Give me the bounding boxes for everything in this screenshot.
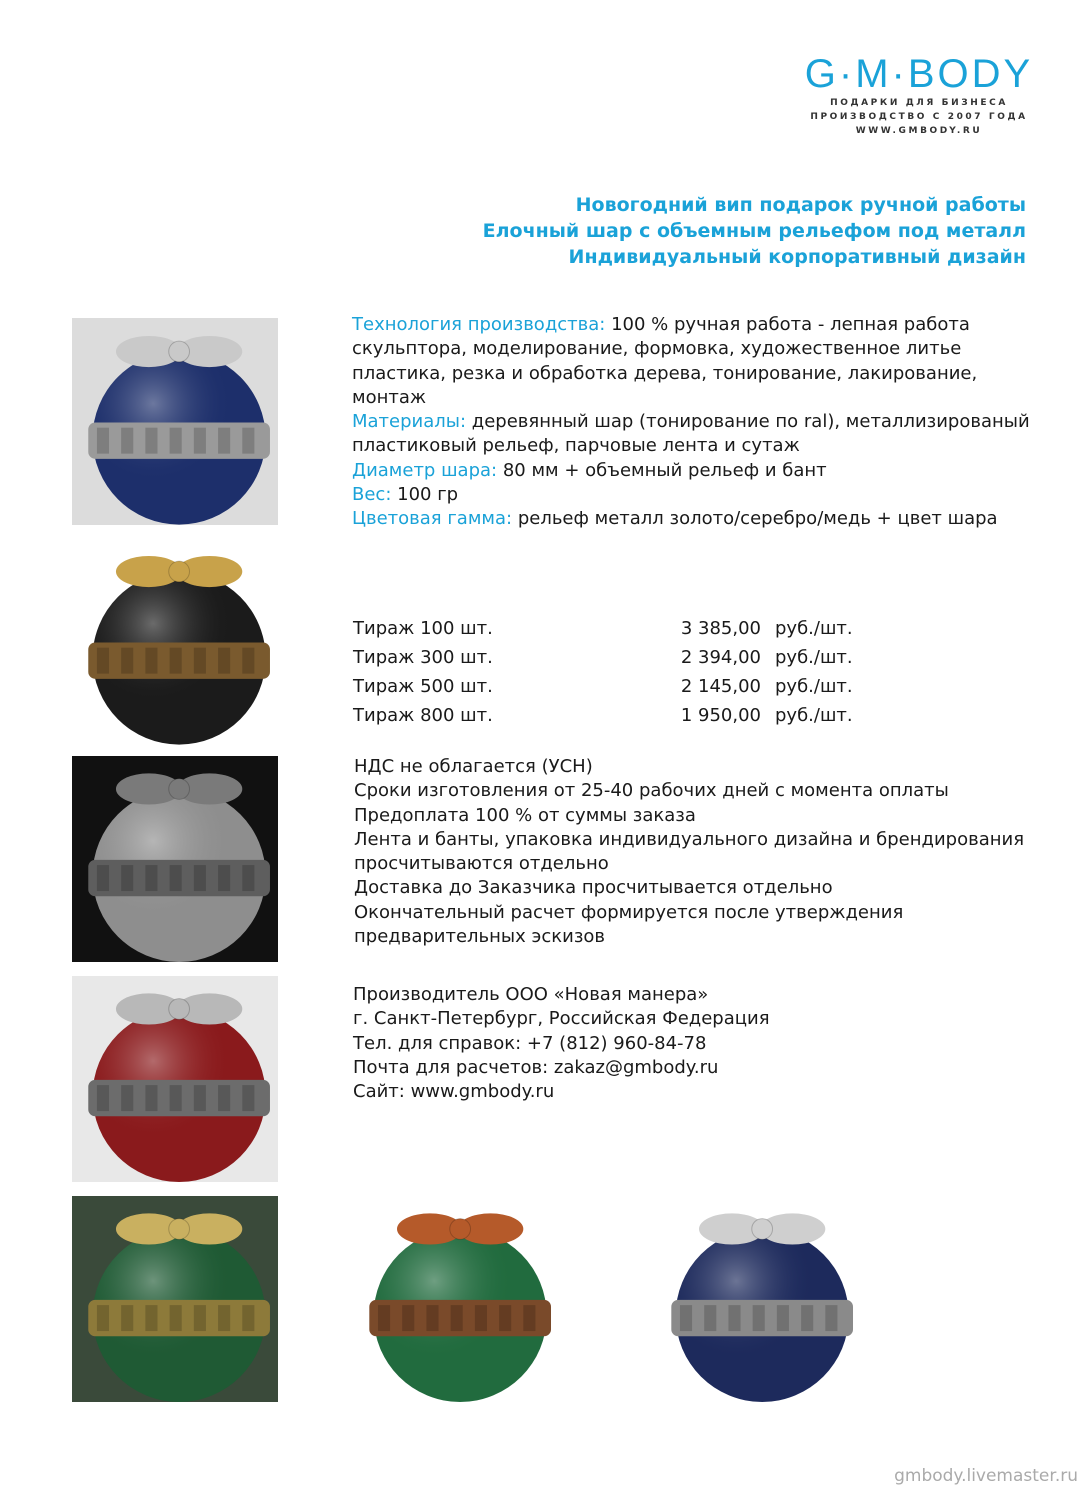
note-prepayment: Предоплата 100 % от суммы заказа bbox=[354, 804, 696, 826]
ornament-illustration bbox=[72, 538, 278, 745]
price-value: 3 385,00 bbox=[680, 618, 761, 639]
spec-materials-label: Материалы: bbox=[352, 411, 467, 433]
price-table bbox=[353, 614, 853, 730]
note-delivery: Доставка до Заказчика просчитывается отдельно bbox=[354, 877, 833, 899]
price-unit: руб./шт. bbox=[775, 676, 853, 697]
spec-diameter-value: 80 мм + объемный рельеф и бант bbox=[497, 459, 827, 481]
price-unit: руб./шт. bbox=[775, 705, 853, 726]
price-row bbox=[353, 643, 853, 672]
price-unit: руб./шт. bbox=[775, 647, 853, 668]
photo-red-ball-lukoil bbox=[72, 976, 278, 1182]
logo-tagline-2: ПРОИЗВОДСТВО С 2007 ГОДА bbox=[810, 112, 1028, 122]
contact-city: г. Санкт-Петербург, Российская Федерация bbox=[353, 1008, 770, 1030]
headline-line-2: Елочный шар с объемным рельефом под металл bbox=[482, 220, 1026, 242]
price-row bbox=[353, 614, 853, 643]
price-run: Тираж 800 шт. bbox=[353, 705, 493, 726]
price-value: 1 950,00 bbox=[680, 705, 761, 726]
price-run: Тираж 500 шт. bbox=[353, 676, 493, 697]
headline bbox=[483, 192, 1026, 270]
spec-diameter-label: Диаметр шара: bbox=[352, 459, 498, 481]
photo-black-ball-gold bbox=[72, 538, 278, 745]
manufacturer-contacts bbox=[353, 983, 1033, 1104]
note-final-price: Окончательный расчет формируется после утверждения предварительных эскизов bbox=[354, 901, 904, 948]
brand-logo bbox=[804, 52, 1034, 138]
order-notes bbox=[354, 755, 1034, 949]
photo-silver-ball-industry bbox=[72, 756, 278, 962]
price-value: 2 394,00 bbox=[680, 647, 761, 668]
spec-materials bbox=[352, 410, 1032, 459]
note-packaging: Лента и банты, упаковка индивидуального дизайна и брендирования просчитываются отдельно bbox=[354, 828, 1025, 875]
spec-weight-value: 100 гр bbox=[391, 484, 459, 506]
logo-tagline-1: ПОДАРКИ ДЛЯ БИЗНЕСА bbox=[830, 98, 1008, 108]
spec-technology-label: Технология производства: bbox=[352, 314, 606, 335]
spec-diameter bbox=[352, 459, 1032, 483]
price-run: Тираж 300 шт. bbox=[353, 647, 493, 668]
ornament-illustration bbox=[352, 1196, 560, 1402]
price-unit: руб./шт. bbox=[775, 618, 853, 639]
photo-blue-ball-horses bbox=[72, 318, 278, 525]
spec-weight-label: Вес: bbox=[352, 484, 392, 506]
spec-colors-value: рельеф металл золото/серебро/медь + цвет шара bbox=[512, 508, 998, 530]
spec-materials-value: деревянный шар (тонирование по ral), металлизированый пластиковый рельеф, парчовые лента и сутаж bbox=[352, 411, 1030, 457]
ornament-illustration bbox=[72, 976, 278, 1182]
spec-technology-value: 100 % ручная работа - лепная работа скульптора, моделирование, формовка, художественное литье пластика, резка и обработка дерева, тонирование, лакирование, монтаж bbox=[352, 314, 978, 408]
contact-phone: Тел. для справок: +7 (812) 960-84-78 bbox=[353, 1032, 707, 1054]
ornament-illustration bbox=[72, 756, 278, 962]
headline-line-3: Индивидуальный корпоративный дизайн bbox=[568, 246, 1026, 268]
contact-email: Почта для расчетов: zakaz@gmbody.ru bbox=[353, 1056, 719, 1078]
price-row bbox=[353, 701, 853, 730]
photo-green-ball-copper bbox=[352, 1196, 560, 1402]
price-value: 2 145,00 bbox=[680, 676, 761, 697]
photo-green-ball-sunflower bbox=[72, 1196, 278, 1402]
ornament-illustration bbox=[72, 1196, 278, 1402]
spec-technology bbox=[352, 313, 1032, 410]
ornament-illustration bbox=[654, 1196, 862, 1402]
logo-website: WWW.GMBODY.RU bbox=[855, 126, 983, 136]
contact-website: Сайт: www.gmbody.ru bbox=[353, 1081, 555, 1103]
spec-colors-label: Цветовая гамма: bbox=[352, 508, 513, 530]
price-row bbox=[353, 672, 853, 701]
price-run: Тираж 100 шт. bbox=[353, 618, 493, 639]
ornament-illustration bbox=[72, 318, 278, 525]
product-specs bbox=[352, 313, 1032, 532]
contact-company: Производитель ООО «Новая манера» bbox=[353, 984, 709, 1005]
photo-navy-ball-volgograd bbox=[654, 1196, 862, 1402]
headline-line-1: Новогодний вип подарок ручной работы bbox=[575, 194, 1026, 216]
watermark: gmbody.livemaster.ru bbox=[894, 1466, 1078, 1486]
spec-weight bbox=[352, 483, 1032, 507]
spec-colors bbox=[352, 507, 1032, 531]
brand-name: G·M·BODY bbox=[804, 52, 1034, 96]
note-lead-time: Сроки изготовления от 25-40 рабочих дней с момента оплаты bbox=[354, 780, 949, 802]
note-vat: НДС не облагается (УСН) bbox=[354, 756, 593, 777]
